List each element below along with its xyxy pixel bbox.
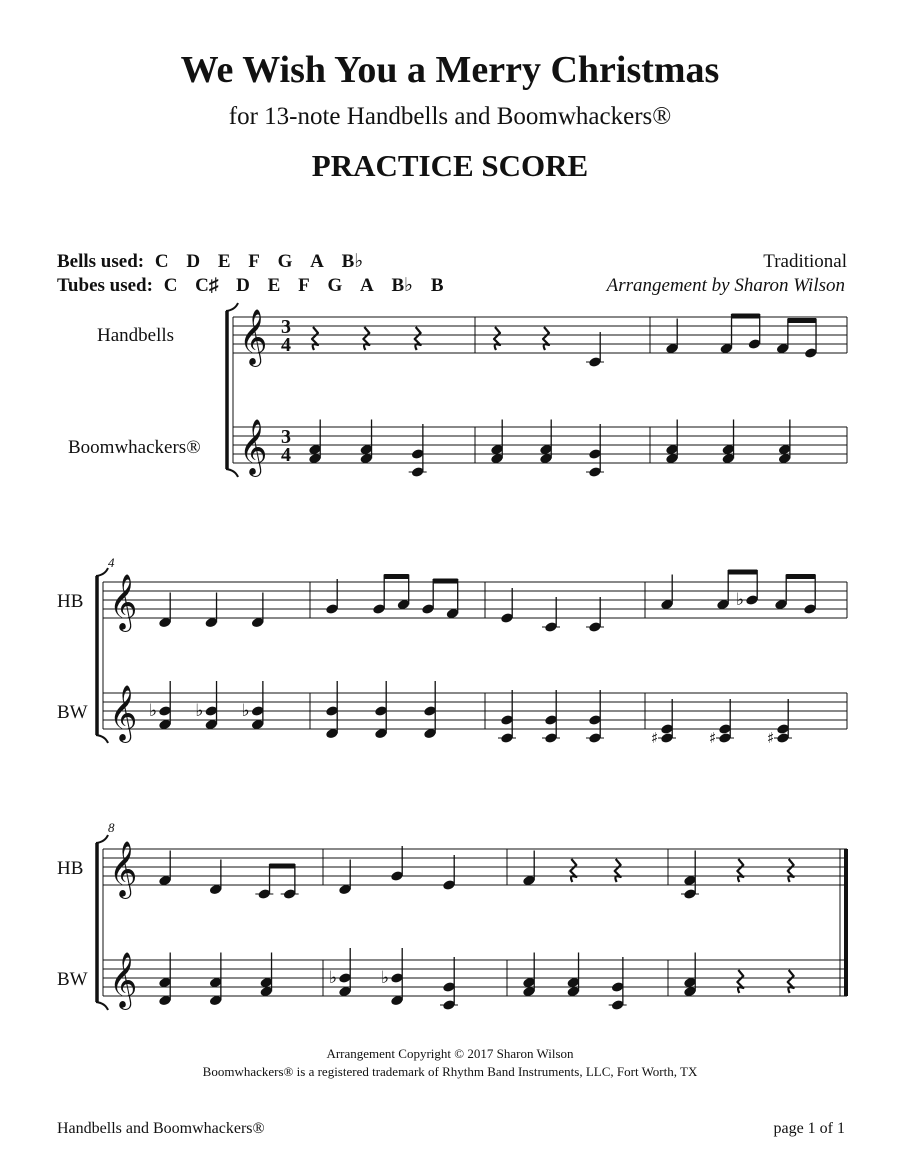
sharp-icon: ♯ (651, 729, 659, 747)
measure-number: 8 (108, 820, 115, 835)
tubes-used-label: Tubes used: (57, 275, 153, 296)
instrument-label-boomwhackers: Boomwhackers® (68, 437, 201, 458)
instrument-label-bw: BW (57, 702, 88, 723)
tube-note: E (267, 275, 281, 296)
quarter-rest-icon (737, 859, 743, 882)
notation-layer (96, 303, 848, 1011)
quarter-rest-icon (737, 970, 743, 993)
sharp-icon: ♯ (767, 729, 775, 747)
practice-score-heading: PRACTICE SCORE (311, 148, 589, 183)
quarter-rest-icon (363, 327, 369, 350)
system-bracket (226, 469, 238, 477)
tube-note: F (298, 275, 310, 296)
tube-note: C (163, 275, 178, 296)
treble-clef-icon: 𝄞 (109, 574, 138, 630)
composer-credit: Traditional (763, 251, 847, 272)
tube-note: B♭ (391, 275, 414, 296)
treble-clef-icon: 𝄞 (109, 952, 138, 1008)
tube-note: G (327, 275, 343, 296)
instrument-label-bw: BW (57, 969, 88, 990)
quarter-rest-icon (570, 859, 576, 882)
flat-icon: ♭ (381, 968, 390, 988)
flat-icon: ♭ (149, 701, 158, 721)
quarter-rest-icon (615, 859, 621, 882)
page-subtitle: for 13-note Handbells and Boomwhackers® (228, 103, 672, 130)
bell-note: G (277, 251, 293, 272)
page-number: page 1 of 1 (773, 1120, 845, 1137)
time-signature-denominator: 4 (281, 444, 291, 466)
tube-note: D (236, 275, 250, 296)
arranger-credit: Arrangement by Sharon Wilson (606, 275, 845, 296)
footer-title: Handbells and Boomwhackers® (57, 1120, 265, 1137)
treble-clef-icon: 𝄞 (239, 309, 268, 365)
quarter-rest-icon (543, 327, 549, 350)
quarter-rest-icon (788, 970, 794, 993)
tube-note: C♯ (195, 275, 219, 296)
system-bracket (226, 303, 238, 311)
system-bracket (96, 568, 108, 576)
flat-icon: ♭ (736, 590, 745, 610)
system-bracket (96, 735, 108, 743)
bell-note: F (248, 251, 260, 272)
measure-number: 4 (108, 555, 115, 570)
bell-note: E (217, 251, 231, 272)
system-bracket (96, 1002, 108, 1010)
bell-note: B♭ (341, 251, 364, 272)
tube-note: A (359, 275, 374, 296)
treble-clef-icon: 𝄞 (239, 419, 268, 475)
tube-note: B (430, 275, 444, 296)
quarter-rest-icon (494, 327, 500, 350)
treble-clef-icon: 𝄞 (109, 685, 138, 741)
instrument-label-hb: HB (57, 591, 84, 612)
sharp-icon: ♯ (709, 729, 717, 747)
trademark-notice: Boomwhackers® is a registered trademark of Rhythm Band Instruments, LLC, Fort Worth, TX (202, 1064, 698, 1079)
bells-used-label: Bells used: (57, 251, 145, 272)
copyright-notice: Arrangement Copyright © 2017 Sharon Wilson (326, 1046, 574, 1061)
bell-note: A (310, 251, 324, 272)
time-signature-denominator: 4 (281, 334, 291, 356)
system-bracket (96, 835, 108, 843)
quarter-rest-icon (788, 859, 794, 882)
final-barline (844, 849, 848, 996)
bell-note: C (154, 251, 169, 272)
instrument-label-hb: HB (57, 858, 84, 879)
bell-note: D (186, 251, 201, 272)
flat-icon: ♭ (329, 968, 338, 988)
treble-clef-icon: 𝄞 (109, 841, 138, 897)
flat-icon: ♭ (241, 701, 250, 721)
time-signature-numerator: 3 (281, 316, 291, 338)
instrument-label-handbells: Handbells (97, 325, 175, 346)
time-signature-numerator: 3 (281, 426, 291, 448)
page-title: We Wish You a Merry Christmas (180, 49, 720, 91)
flat-icon: ♭ (195, 701, 204, 721)
quarter-rest-icon (415, 327, 421, 350)
quarter-rest-icon (312, 327, 318, 350)
